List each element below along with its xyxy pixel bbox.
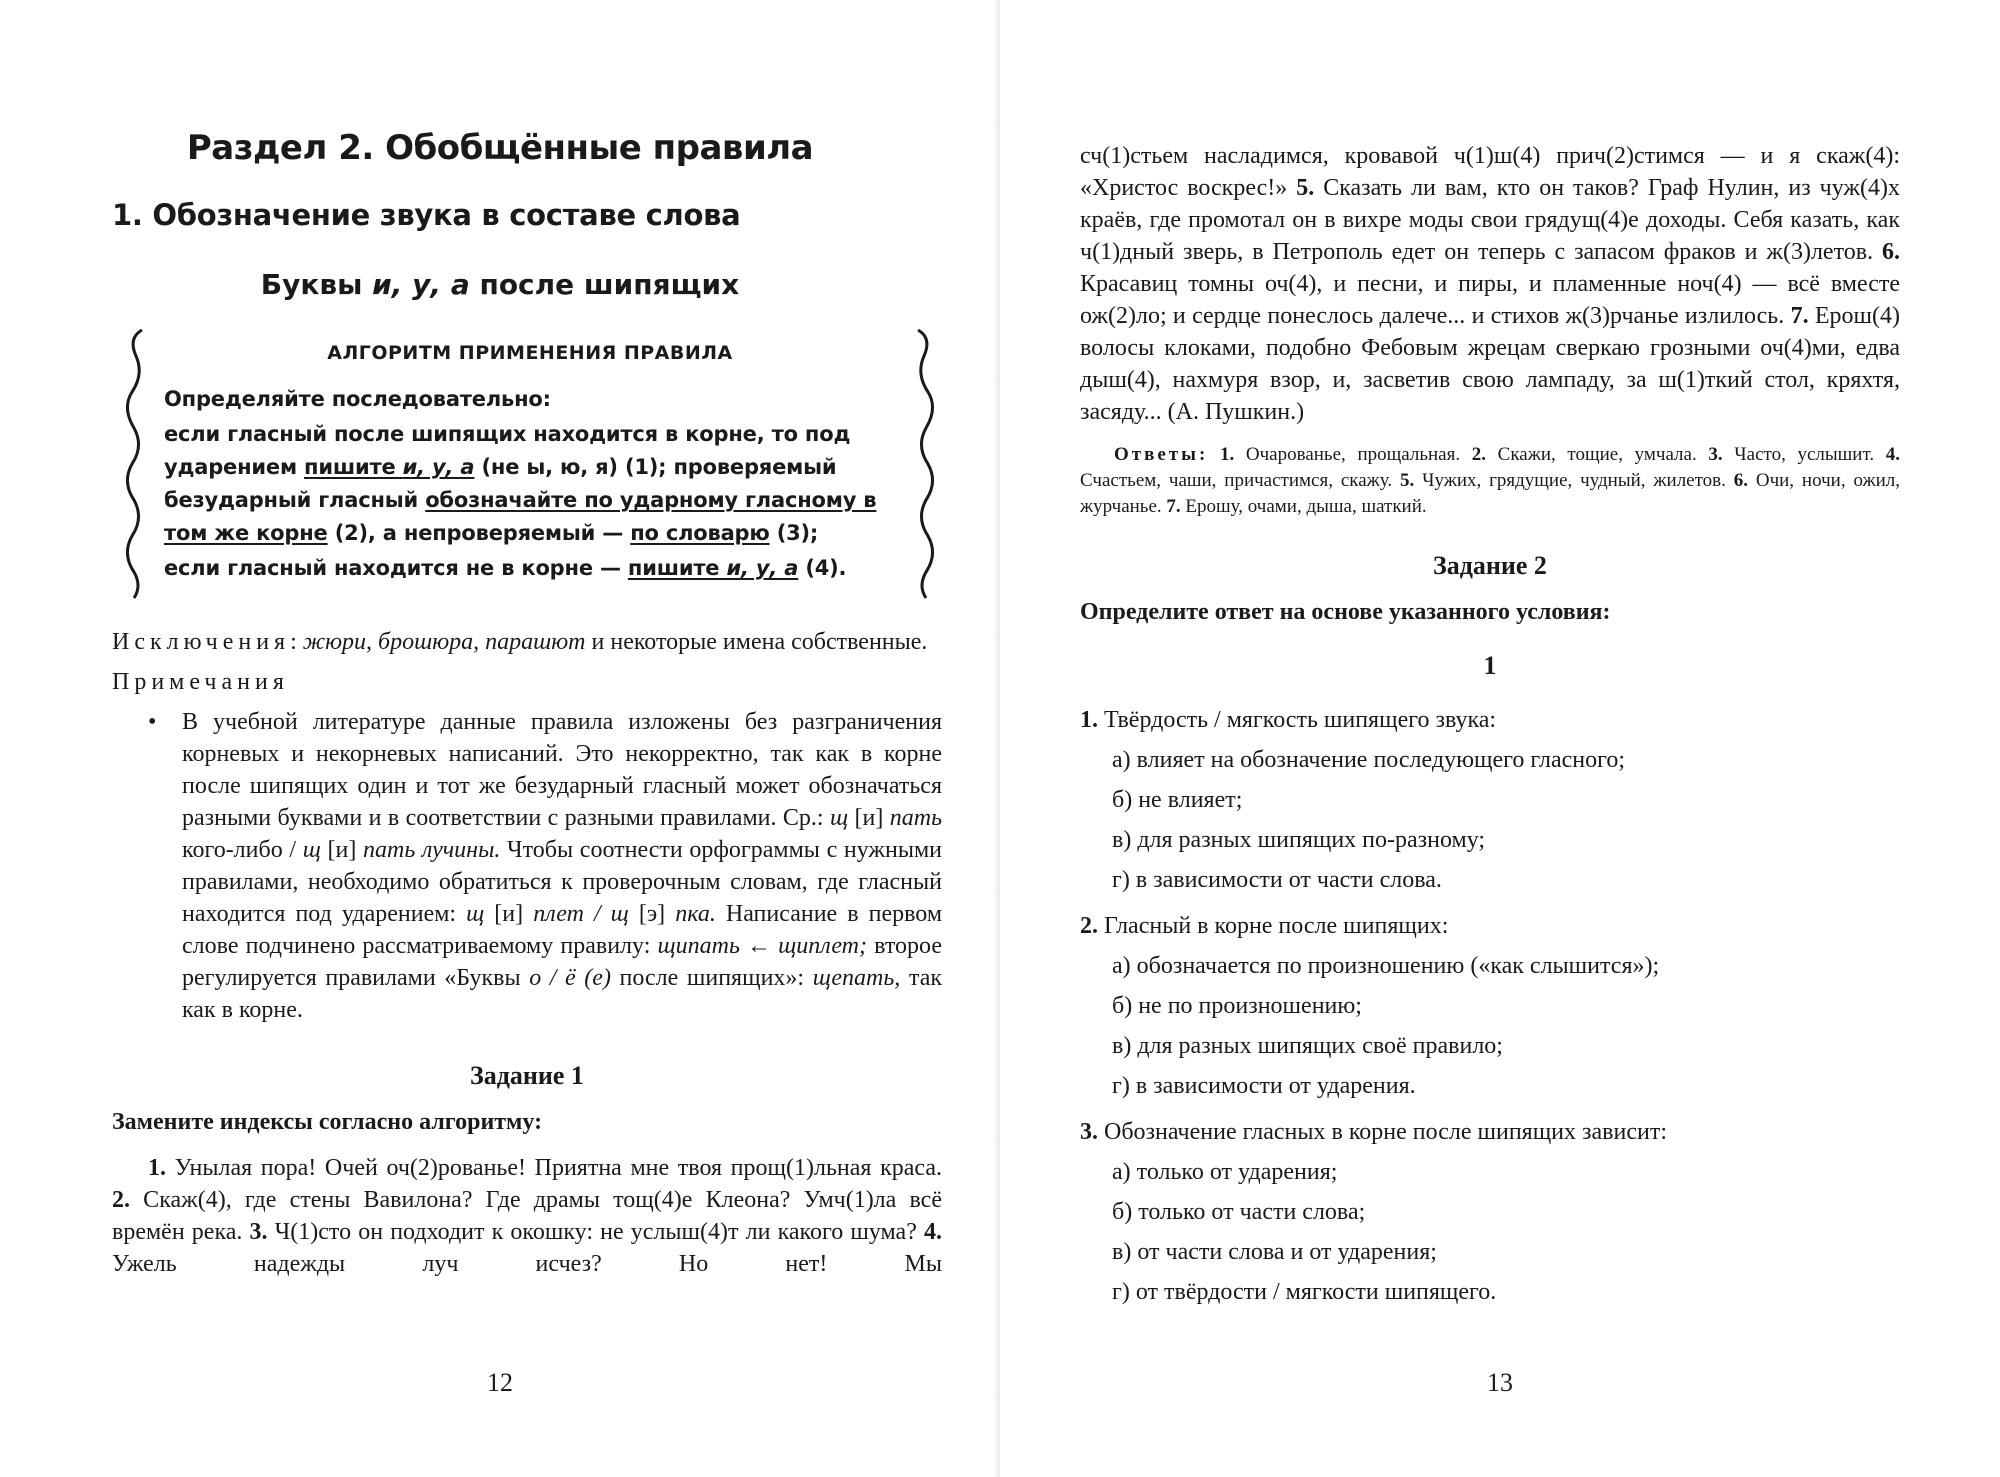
cont-n6: 6.	[1882, 239, 1900, 265]
subsection-title: 1. Обозначение звука в составе слова	[112, 198, 741, 232]
question-2-num: 2.	[1080, 913, 1098, 939]
algorithm-heading: АЛГОРИТМ ПРИМЕНЕНИЯ ПРАВИЛА	[327, 342, 733, 364]
note-t2: [и]	[848, 805, 890, 831]
exceptions-words: жюри, брошюра, парашют	[302, 629, 586, 655]
answers-a5: Чужих, грядущие, чудный, жилетов.	[1414, 470, 1734, 491]
rule2-underline	[628, 556, 798, 580]
topic-prefix: Буквы	[260, 268, 373, 301]
rule2-underline-text: пишите	[627, 556, 727, 580]
rule1-underline-1-text: пишите	[304, 455, 403, 479]
answers-n2: 2.	[1471, 444, 1486, 465]
answers-n1: 1.	[1208, 444, 1235, 465]
question-3-option-b: б) только от части слова;	[1112, 1199, 1366, 1225]
note-t10: после шипящих»:	[610, 965, 813, 991]
note-t3: кого-либо /	[182, 837, 303, 863]
answers-n7: 7.	[1166, 496, 1181, 517]
left-brace-icon	[120, 328, 160, 600]
rule1-underline-2: обозначайте по ударному гласному в том же корне	[164, 488, 877, 545]
task1-instruction: Замените индексы согласно алгоритму:	[112, 1109, 543, 1135]
answers-n4: 4.	[1885, 444, 1901, 465]
rule1-underline-1	[304, 455, 474, 479]
note-t6: [и]	[484, 901, 534, 927]
topic-title	[0, 268, 1000, 301]
note-t8: Написание в первом слове подчинено рассматриваемому правилу:	[182, 901, 943, 959]
question-1-option-b: б) не влияет;	[1112, 787, 1243, 813]
task2-title: Задание 2	[1433, 551, 1547, 580]
answers-a6: Очи, ночи, ожил, журчанье.	[1080, 470, 1900, 517]
question-2-option-c: в) для разных шипящих своё правило;	[1112, 1033, 1503, 1059]
section-title: Раздел 2. Обобщённые правила	[186, 128, 814, 168]
note-item	[112, 706, 942, 1026]
question-3-num: 3.	[1080, 1119, 1098, 1145]
exceptions	[112, 626, 942, 658]
task1-n2: 2.	[112, 1187, 130, 1213]
note-i1: щ	[829, 805, 849, 831]
algorithm-box	[120, 328, 940, 600]
question-2-title	[1080, 910, 1900, 942]
question-3-title	[1080, 1116, 1900, 1148]
note-i6: плет / щ	[533, 901, 629, 927]
question-1	[1080, 704, 1900, 896]
question-1-text: Твёрдость / мягкость шипящего звука:	[1098, 707, 1497, 733]
note-t9: второе регулируется правилами «Буквы	[182, 933, 942, 991]
rule2-part-a: если гласный находится не в корне —	[164, 556, 628, 580]
question-3-option-a: а) только от ударения;	[1112, 1159, 1338, 1185]
note-t7: [э]	[628, 901, 676, 927]
answers-label: Ответы:	[1114, 444, 1209, 465]
note-i3: щ	[302, 837, 321, 863]
cont-s7: Ерош(4) волосы клоками, подобно Фебовым жрецам сверкаю грозными оч(4)ми, едва дыш(4), нахмуря взор, и, засветив свою лампаду, за ш(1)ткий стол, кряхтя, засяду... (А. Пушкин.)	[1080, 303, 1901, 425]
notes-label: Примечания	[112, 669, 289, 695]
algorithm-text	[164, 383, 904, 587]
answers-a2: Скажи, тощие, умчала.	[1486, 444, 1709, 465]
task1-text	[112, 1152, 942, 1280]
exceptions-colon: :	[290, 629, 303, 655]
note-i4: пать лучины.	[363, 837, 501, 863]
cont-s1: сч(1)стьем насладимся, кровавой ч(1)ш(4) прич(2)стимся — и я скаж(4): «Христос воскрес!»	[1080, 143, 1900, 201]
question-1-option-a: а) влияет на обозначение последующего гласного;	[1112, 747, 1626, 773]
answers-a7: Ерошу, очами, дыша, шаткий.	[1180, 496, 1427, 517]
topic-letters: и, у, а	[372, 268, 470, 301]
task1-continuation	[1080, 140, 1900, 428]
cont-s6: Красавиц томны оч(4), и песни, и пиры, и пламенные ноч(4) — всё вместе ож(2)ло; и сердце понеслось далече... и стихов ж(3)рчанье излилось.	[1080, 271, 1900, 329]
page-number-left: 12	[487, 1368, 513, 1397]
algorithm-intro: Определяйте последовательно:	[164, 387, 551, 411]
rule2-underline-letters: и, у, а	[726, 556, 799, 580]
page-number-right: 13	[1487, 1368, 1513, 1397]
task1-s4: Ужель надежды луч исчез? Но нет! Мы	[112, 1251, 942, 1277]
note-bullet: •	[148, 709, 157, 735]
note-text	[172, 706, 942, 1026]
rule1-part-c: (2), а непроверяемый —	[327, 521, 631, 545]
task1-n1: 1.	[148, 1155, 166, 1181]
answers-n6: 6.	[1733, 470, 1748, 491]
note-i5: щ	[466, 901, 485, 927]
rule1-underline-1-letters: и, у, а	[402, 455, 475, 479]
task2-group-number: 1	[1483, 651, 1497, 680]
task2-instruction: Определите ответ на основе указанного условия:	[1080, 599, 1611, 625]
answers-n3: 3.	[1708, 444, 1723, 465]
note-t4: [и]	[320, 837, 364, 863]
answers-a4: Счастьем, чаши, причастимся, скажу.	[1080, 470, 1400, 491]
note-i2: пать	[889, 805, 943, 831]
exceptions-label: Исключения	[112, 629, 291, 655]
right-body	[1080, 140, 1900, 1308]
question-1-num: 1.	[1080, 707, 1098, 733]
note-i9: о / ё (е)	[529, 965, 611, 991]
note-i7: пка.	[675, 901, 716, 927]
answers-n5: 5.	[1399, 470, 1415, 491]
rule1-underline-3: по словарю	[630, 521, 770, 545]
question-1-title	[1080, 704, 1900, 736]
task1-s1: Унылая пора! Очей оч(2)рованье! Приятна мне твоя прощ(1)льная краса.	[166, 1155, 942, 1181]
algorithm-rule-1	[164, 418, 904, 550]
answers-a3: Часто, услышит.	[1722, 444, 1886, 465]
question-3-option-d: г) от твёрдости / мягкости шипящего.	[1112, 1279, 1497, 1305]
note-t11: так как в корне.	[182, 965, 943, 1023]
question-2-option-b: б) не по произношению;	[1112, 993, 1362, 1019]
cont-n5: 5.	[1296, 175, 1315, 201]
task1-title: Задание 1	[470, 1061, 584, 1090]
rule2-part-b: (4).	[798, 556, 847, 580]
question-2-option-d: г) в зависимости от ударения.	[1112, 1073, 1416, 1099]
answers-a1: Очарованье, прощальная.	[1234, 444, 1472, 465]
rule1-part-a: если гласный после шипящих находится в корне, то под ударением	[164, 422, 851, 479]
task1-n4: 4.	[924, 1219, 942, 1245]
question-3-text: Обозначение гласных в корне после шипящих зависит:	[1098, 1119, 1667, 1145]
note-i8: щипать ← щиплет;	[657, 933, 867, 959]
cont-n7: 7.	[1790, 303, 1809, 329]
right-brace-icon	[900, 328, 940, 600]
question-3	[1080, 1116, 1900, 1308]
answers	[1080, 442, 1900, 520]
note-t5: Чтобы соотнести орфограммы с нужными правилами, необходимо обратиться к проверочным словам, где гласный находится под ударением:	[182, 837, 943, 927]
question-1-option-d: г) в зависимости от части слова.	[1112, 867, 1442, 893]
question-2	[1080, 910, 1900, 1102]
exceptions-rest: и некоторые имена собственные.	[585, 629, 928, 655]
task1-n3: 3.	[249, 1219, 268, 1245]
left-body	[112, 626, 942, 1280]
cont-s5: Сказать ли вам, кто он таков? Граф Нулин, из чуж(4)х краёв, где промотал он в вихре моды свои грядущ(4)е доходы. Себя казать, как ч(1)дный зверь, в Петрополь едет он теперь с запасом фраков и ж(3)летов.	[1080, 175, 1900, 265]
algorithm-rule-2	[164, 552, 904, 585]
topic-suffix: после шипящих	[469, 268, 740, 301]
rule1-part-d: (3);	[769, 521, 819, 545]
note-t1: В учебной литературе данные правила изложены без разграничения корневых и некорневых написаний. Это некорректно, так как в корне после шипящих один и тот же безударный гласный может обозначаться разными буквами и в соответствии с разными правилами. Ср.:	[182, 709, 942, 831]
rule1-part-b: (не ы, ю, я) (1); проверяемый безударный гласный	[164, 455, 837, 512]
question-1-option-c: в) для разных шипящих по-разному;	[1112, 827, 1486, 853]
task1-s3: Ч(1)сто он подходит к окошку: не услыш(4)т ли какого шума?	[267, 1219, 924, 1245]
question-2-text: Гласный в корне после шипящих:	[1098, 913, 1449, 939]
note-i10: щепать,	[812, 965, 901, 991]
question-3-option-c: в) от части слова и от ударения;	[1112, 1239, 1437, 1265]
question-2-option-a: а) обозначается по произношению («как слышится»);	[1112, 953, 1660, 979]
task1-s2: Скаж(4), где стены Вавилона? Где драмы тощ(4)е Клеона? Умч(1)ла всё времён река.	[112, 1187, 942, 1245]
